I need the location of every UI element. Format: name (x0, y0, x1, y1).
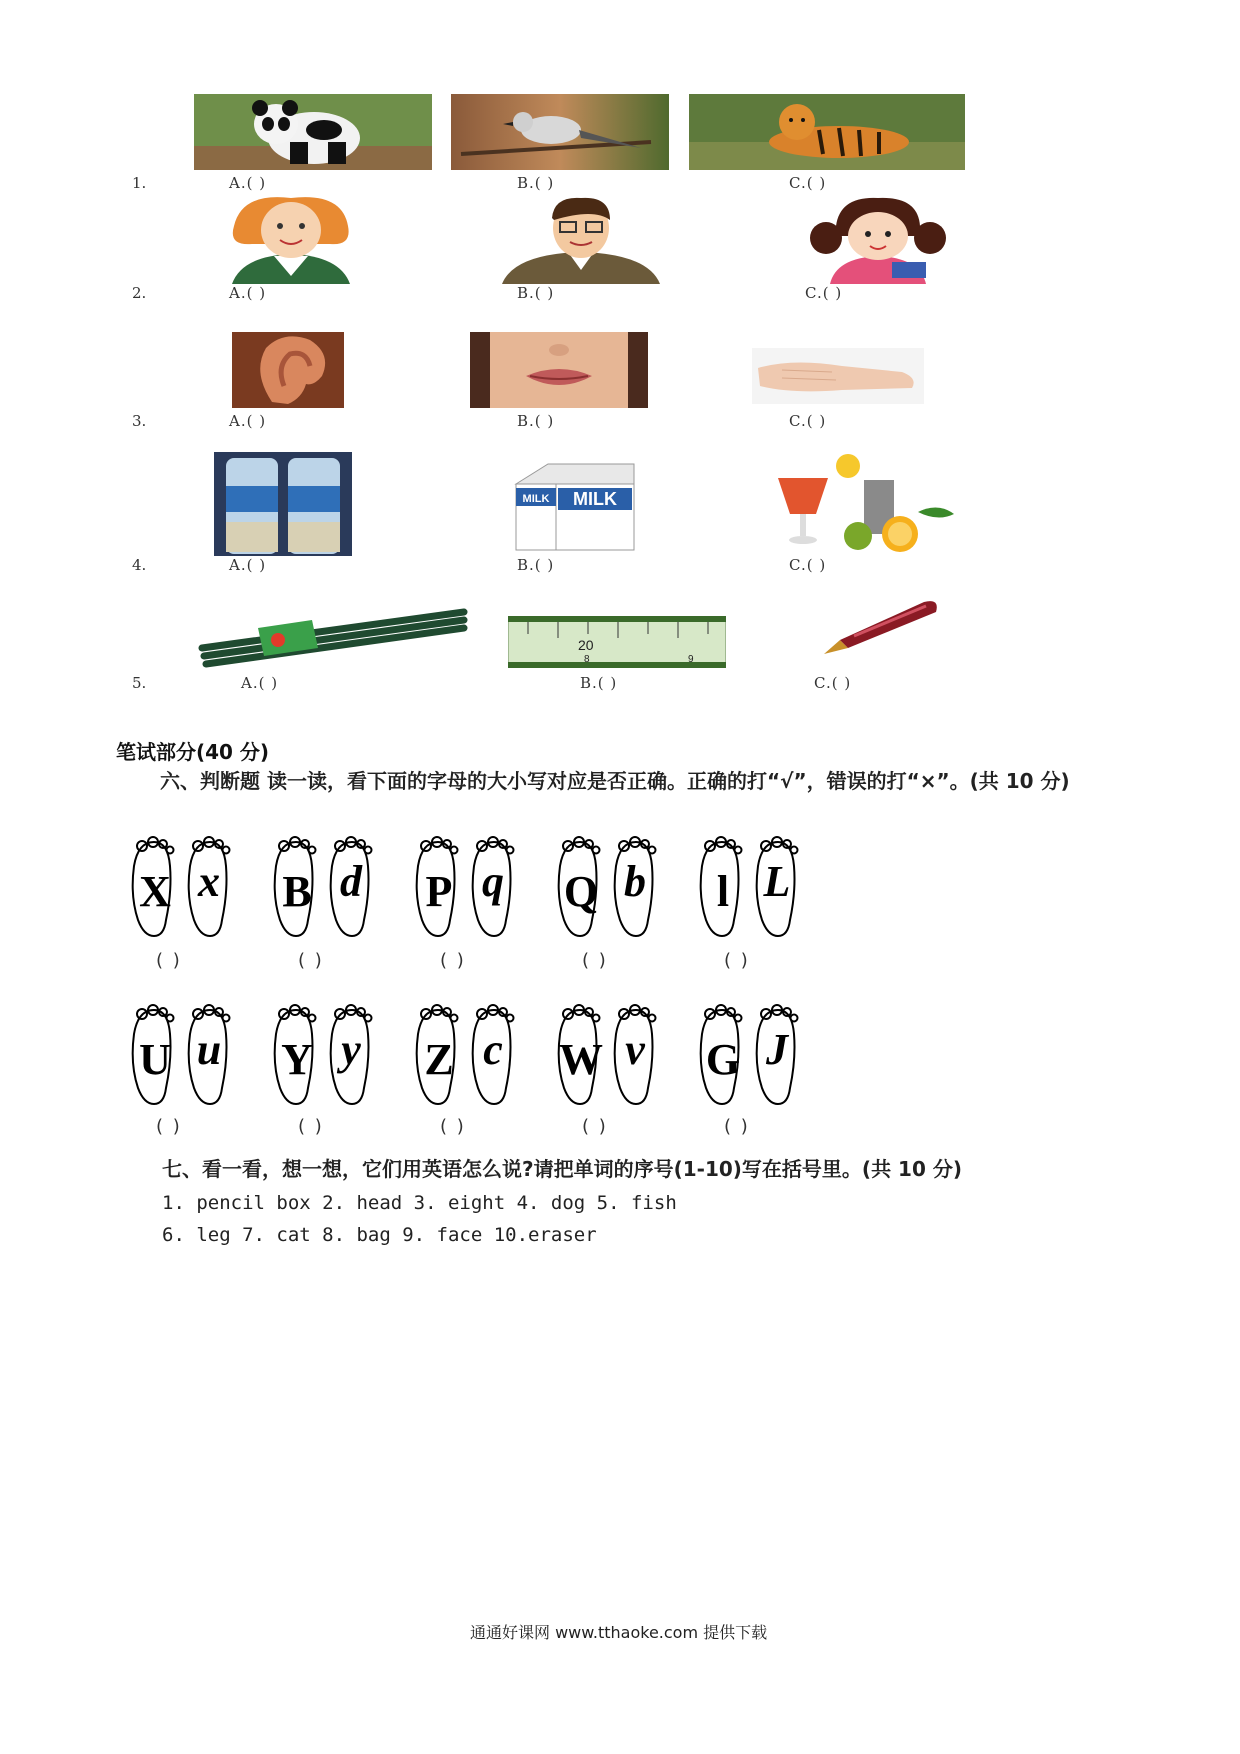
question-5-option-c[interactable]: C.( ) (814, 674, 852, 692)
letter-pair-10 (692, 1004, 804, 1108)
paired-letter: y (341, 1025, 361, 1074)
question-3-option-b[interactable]: B.( ) (517, 412, 555, 430)
hand-image (752, 348, 924, 404)
water-bottles-image (214, 452, 352, 556)
question-5-option-a[interactable]: A.( ) (241, 674, 279, 692)
letter-pair-3 (408, 836, 520, 940)
milk-carton-image (508, 460, 642, 552)
question-2-number: 2. (132, 284, 147, 302)
letter-pair-9 (550, 1004, 662, 1108)
question-5-option-b[interactable]: B.( ) (580, 674, 618, 692)
question-5-number: 5. (132, 674, 147, 692)
question-4-number: 4. (132, 556, 147, 574)
woman-cartoon-image (212, 196, 370, 284)
answer-parentheses[interactable]: ( ) (582, 950, 608, 971)
answer-parentheses[interactable]: ( ) (724, 950, 750, 971)
uppercase-letter: U (139, 1035, 171, 1084)
svg-text:20: 20 (578, 637, 594, 653)
question-2-option-c[interactable]: C.( ) (805, 284, 843, 302)
paired-letter: d (340, 857, 362, 906)
answer-parentheses[interactable]: ( ) (724, 1116, 750, 1137)
uppercase-letter: Y (281, 1035, 313, 1084)
paired-letter: L (763, 857, 791, 906)
question-4-option-a[interactable]: A.( ) (229, 556, 267, 574)
juice-image (768, 452, 958, 556)
paired-letter: J (766, 1025, 788, 1074)
uppercase-letter: Q (563, 867, 599, 916)
letter-pair-4 (550, 836, 662, 940)
uppercase-letter: B (282, 867, 312, 916)
girl-cartoon-image (796, 196, 956, 284)
answer-parentheses[interactable]: ( ) (156, 950, 182, 971)
answer-parentheses[interactable]: ( ) (440, 950, 466, 971)
paired-letter: x (198, 857, 220, 906)
footer-download-note: 通通好课网 www.tthaoke.com 提供下载 (470, 1623, 768, 1642)
mouth-image (470, 332, 648, 408)
panda-image (194, 94, 432, 170)
answer-parentheses[interactable]: ( ) (156, 1116, 182, 1137)
uppercase-letter: Z (424, 1035, 454, 1084)
paired-letter: c (483, 1025, 503, 1074)
letter-pair-7 (266, 1004, 378, 1108)
pencils-image (196, 598, 470, 668)
tiger-image (689, 94, 965, 170)
uppercase-letter: G (705, 1035, 741, 1084)
answer-parentheses[interactable]: ( ) (582, 1116, 608, 1137)
question-1-option-b[interactable]: B.( ) (517, 174, 555, 192)
paired-letter: v (625, 1025, 645, 1074)
ear-image (232, 332, 344, 408)
question-1-option-c[interactable]: C.( ) (789, 174, 827, 192)
letter-pair-6 (124, 1004, 236, 1108)
uppercase-letter: l (716, 867, 730, 916)
paired-letter: u (196, 1025, 222, 1074)
question-3-number: 3. (132, 412, 147, 430)
svg-text:9: 9 (688, 654, 694, 665)
question-3-option-a[interactable]: A.( ) (229, 412, 267, 430)
question-1-option-a[interactable]: A.( ) (229, 174, 267, 192)
paired-letter: q (482, 857, 504, 906)
paired-letter: b (624, 857, 646, 906)
answer-parentheses[interactable]: ( ) (298, 950, 324, 971)
section-7-instruction: 七、看一看，想一想，它们用英语怎么说?请把单词的序号(1-10)写在括号里。(共 10 分) (162, 1157, 962, 1181)
letter-pair-2 (266, 836, 378, 940)
ruler-image (508, 616, 726, 668)
section-6-instruction: 六、判断题 读一读，看下面的字母的大小写对应是否正确。正确的打“√”，错误的打“×”。(共 10 分) (160, 769, 1070, 793)
letter-pair-1 (124, 836, 236, 940)
word-list-line-2: 6. leg 7. cat 8. bag 9. face 10.eraser (162, 1224, 597, 1246)
answer-parentheses[interactable]: ( ) (440, 1116, 466, 1137)
uppercase-letter: W (559, 1035, 603, 1084)
question-4-option-b[interactable]: B.( ) (517, 556, 555, 574)
answer-parentheses[interactable]: ( ) (298, 1116, 324, 1137)
svg-text:8: 8 (584, 654, 590, 665)
written-section-title: 笔试部分(40 分) (116, 740, 270, 764)
pen-image (814, 596, 946, 662)
question-1-number: 1. (132, 174, 147, 192)
question-4-option-c[interactable]: C.( ) (789, 556, 827, 574)
uppercase-letter: X (139, 867, 171, 916)
question-2-option-a[interactable]: A.( ) (229, 284, 267, 302)
letter-pair-8 (408, 1004, 520, 1108)
word-list-line-1: 1. pencil box 2. head 3. eight 4. dog 5. fish (162, 1192, 677, 1214)
uppercase-letter: P (425, 867, 453, 916)
svg-text:MILK: MILK (522, 493, 550, 505)
milk-label: MILK (573, 489, 617, 509)
man-cartoon-image (494, 196, 668, 284)
question-3-option-c[interactable]: C.( ) (789, 412, 827, 430)
bird-image (451, 94, 669, 170)
question-2-option-b[interactable]: B.( ) (517, 284, 555, 302)
letter-pair-5 (692, 836, 804, 940)
